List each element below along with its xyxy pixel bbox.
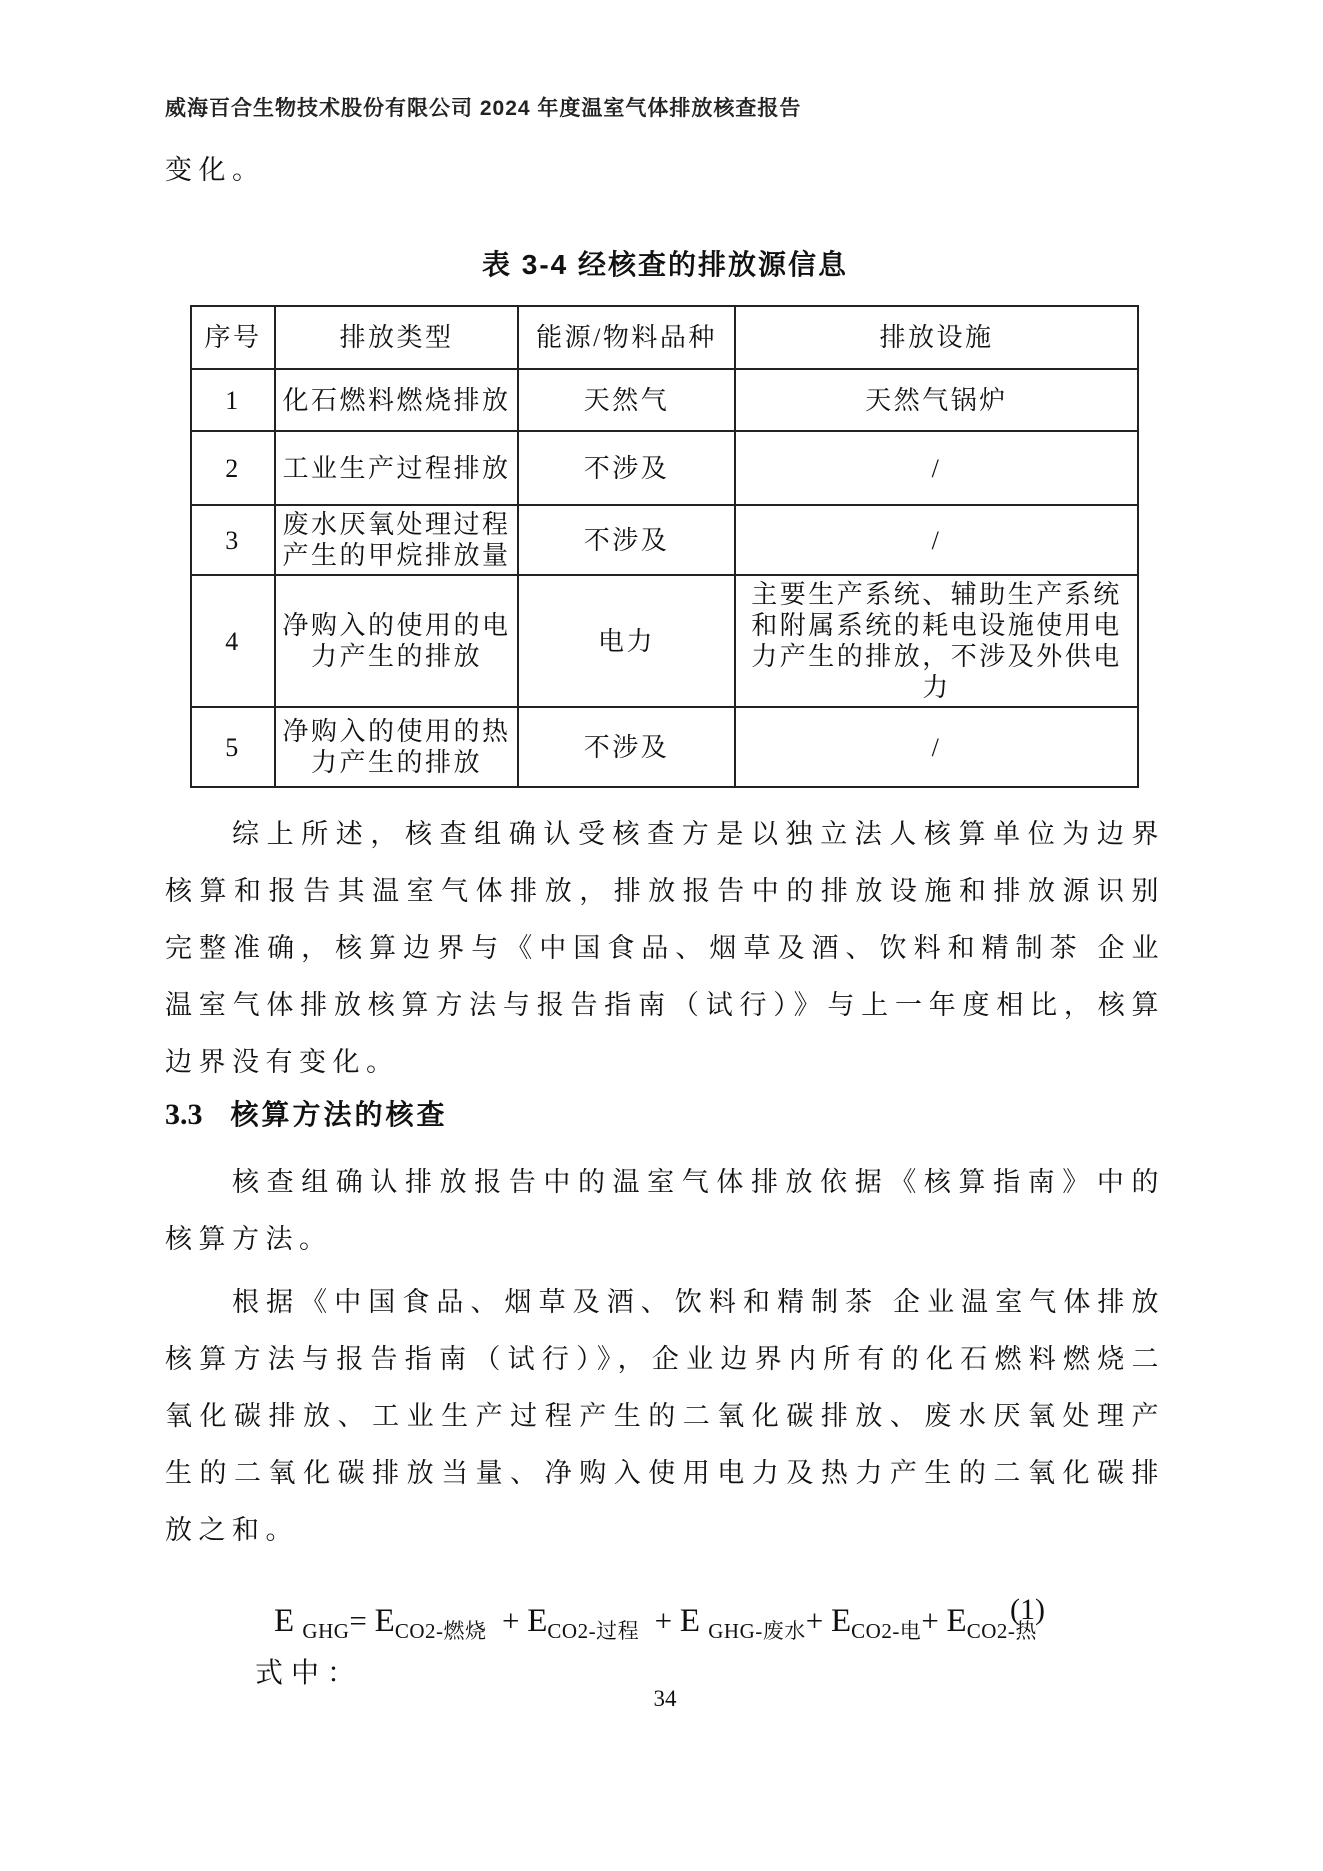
formula-term: [274, 1603, 375, 1643]
table-cell-energy-material: 不涉及: [518, 431, 735, 505]
table-row: [191, 369, 1138, 431]
table-cell-energy-material: 电力: [518, 575, 735, 707]
col-header-index: 序号: [191, 306, 275, 369]
formula-term: [374, 1603, 528, 1643]
page-content: [165, 96, 1165, 1702]
formula-subscript: GHG: [302, 1619, 350, 1643]
emission-source-table: [190, 305, 1139, 788]
table-cell-emission-type: 化石燃料燃烧排放: [275, 369, 518, 431]
formula-number: (1): [1010, 1593, 1045, 1626]
page-number: 34: [653, 1686, 677, 1711]
table-row: [191, 575, 1138, 707]
table-cell-index: 5: [191, 707, 275, 787]
col-header-emission-type: 排放类型: [275, 306, 518, 369]
table-row: [191, 431, 1138, 505]
formula-where-label: 式中：: [255, 1658, 364, 1689]
table-cell-facility: /: [735, 505, 1138, 575]
formula-operator: +: [805, 1603, 831, 1638]
method-detail-paragraph: 根据《中国食品、烟草及酒、饮料和精制茶 企业温室气体排放核算方法与报告指南（试行）》，企业边界内所有的化石燃料燃烧二氧化碳排放、工业生产过程产生的二氧化碳排放、废水厌氧处理产生的二氧化碳排放当量、净购入使用电力及热力产生的二氧化碳排放之和。: [165, 1287, 1165, 1545]
table-cell-emission-type: 净购入的使用的电力产生的排放: [275, 575, 518, 707]
table-row: [191, 505, 1138, 575]
table-cell-index: 1: [191, 369, 275, 431]
section-heading: [165, 1095, 1165, 1140]
ghg-formula: [165, 1585, 1165, 1645]
formula-subscript: CO2-过程: [547, 1619, 640, 1643]
table-header-row: [191, 306, 1138, 369]
formula-base: E: [679, 1603, 709, 1639]
formula-operator: +: [921, 1603, 947, 1638]
method-intro-paragraph: 核查组确认排放报告中的温室气体排放依据《核算指南》中的核算方法。: [165, 1167, 1165, 1254]
table-cell-facility: 主要生产系统、辅助生产系统和附属系统的耗电设施使用电力产生的排放，不涉及外供电力: [735, 575, 1138, 707]
formula-operator: +: [639, 1603, 680, 1638]
table-cell-energy-material: 天然气: [518, 369, 735, 431]
formula-base: E: [527, 1603, 548, 1639]
formula-base: E: [830, 1603, 852, 1639]
table-cell-emission-type: 净购入的使用的热力产生的排放: [275, 707, 518, 787]
table-row: [191, 707, 1138, 787]
formula-subscript: CO2-燃烧: [394, 1619, 487, 1643]
table-cell-index: 2: [191, 431, 275, 505]
section-title: 核算方法的核查: [230, 1099, 448, 1130]
table-title: 表 3-4 经核查的排放源信息: [481, 249, 849, 280]
table-cell-emission-type: 废水厌氧处理过程产生的甲烷排放量: [275, 505, 518, 575]
formula-base: E: [374, 1603, 395, 1639]
table-cell-facility: /: [735, 707, 1138, 787]
report-header-title: 威海百合生物技术股份有限公司 2024 年度温室气体排放核查报告: [165, 97, 802, 120]
table-cell-energy-material: 不涉及: [518, 505, 735, 575]
carryover-paragraph: 变化。: [165, 155, 266, 185]
formula-subscript: GHG-废水: [708, 1619, 806, 1643]
table-cell-index: 3: [191, 505, 275, 575]
section-number: 3.3: [165, 1098, 203, 1131]
formula-term: [679, 1603, 831, 1643]
formula-operator: =: [349, 1603, 375, 1638]
table-cell-energy-material: 不涉及: [518, 707, 735, 787]
formula-operator: +: [486, 1603, 528, 1638]
formula-base: E: [274, 1603, 303, 1639]
table-cell-index: 4: [191, 575, 275, 707]
col-header-energy-material: 能源/物料品种: [518, 306, 735, 369]
formula-term: [830, 1603, 947, 1643]
table-cell-facility: 天然气锅炉: [735, 369, 1138, 431]
table-cell-facility: /: [735, 431, 1138, 505]
formula-term: [527, 1603, 680, 1643]
formula-subscript: CO2-热: [966, 1619, 1037, 1643]
table-cell-emission-type: 工业生产过程排放: [275, 431, 518, 505]
formula-base: E: [946, 1603, 967, 1639]
summary-paragraph: 综上所述，核查组确认受核查方是以独立法人核算单位为边界核算和报告其温室气体排放，排放报告中的排放设施和排放源识别完整准确，核算边界与《中国食品、烟草及酒、饮料和精制茶 企业温室气体排放核算方法与报告指南（试行）》与上一年度相比，核算边界没有变化。: [165, 819, 1165, 1077]
col-header-facility: 排放设施: [735, 306, 1138, 369]
formula-subscript: CO2-电: [851, 1619, 922, 1643]
